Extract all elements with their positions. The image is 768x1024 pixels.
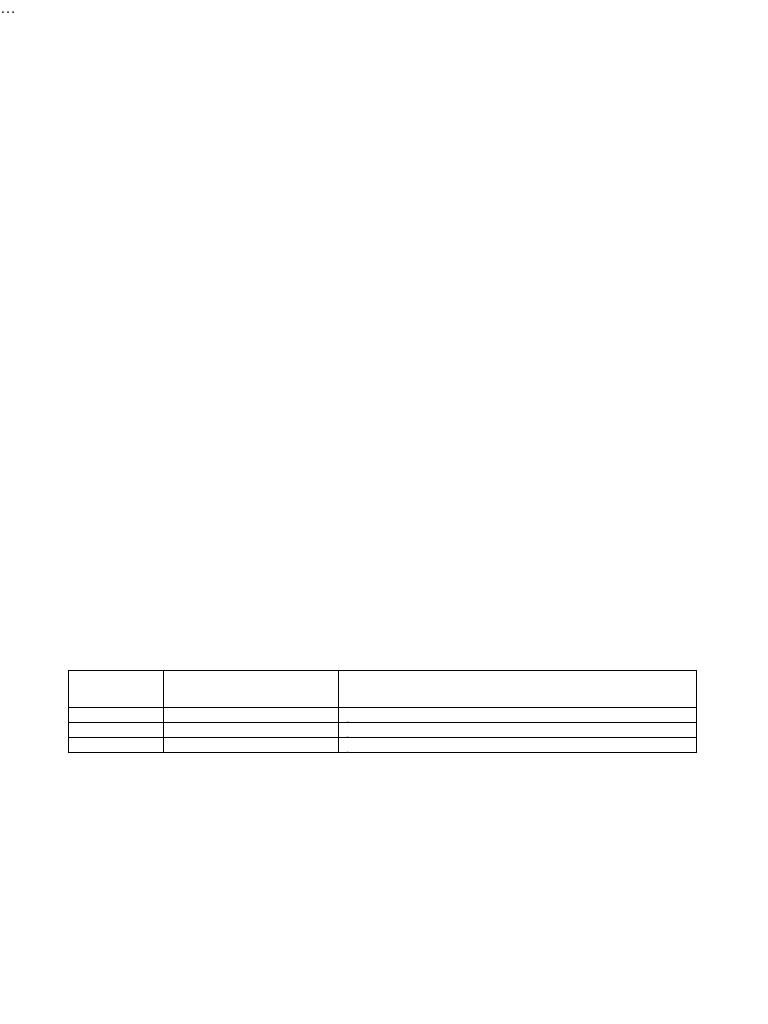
table-row bbox=[69, 738, 697, 753]
info-row-docente bbox=[68, 233, 708, 251]
trimestre-cell bbox=[69, 708, 164, 723]
trimestre-label bbox=[69, 738, 163, 750]
table-row bbox=[69, 708, 697, 723]
info-row-ie bbox=[68, 147, 708, 165]
valor-label bbox=[164, 723, 338, 735]
column-header-actitudes bbox=[339, 671, 697, 708]
column-header-trimestre bbox=[69, 671, 164, 708]
valor-label bbox=[164, 708, 338, 720]
trimestre-cell bbox=[69, 738, 164, 753]
table-header-row bbox=[69, 671, 697, 708]
info-row-area bbox=[68, 164, 708, 182]
info-row-director bbox=[68, 215, 708, 233]
column-header-valores bbox=[164, 671, 339, 708]
actitudes-list bbox=[339, 738, 696, 752]
actitudes-list bbox=[339, 708, 696, 722]
trimestre-label bbox=[69, 723, 163, 735]
valor-label bbox=[164, 738, 338, 750]
actitudes-cell bbox=[339, 738, 697, 753]
info-row-horas bbox=[68, 198, 708, 216]
trimestre-label bbox=[69, 708, 163, 720]
valor-cell bbox=[164, 738, 339, 753]
actitudes-cell bbox=[339, 708, 697, 723]
table-row bbox=[69, 723, 697, 738]
info-row-grado bbox=[68, 181, 708, 199]
actitudes-list bbox=[339, 723, 696, 737]
valor-cell bbox=[164, 723, 339, 738]
valor-cell bbox=[164, 708, 339, 723]
valores-table bbox=[68, 670, 697, 753]
trimestre-cell bbox=[69, 723, 164, 738]
actitudes-cell bbox=[339, 723, 697, 738]
